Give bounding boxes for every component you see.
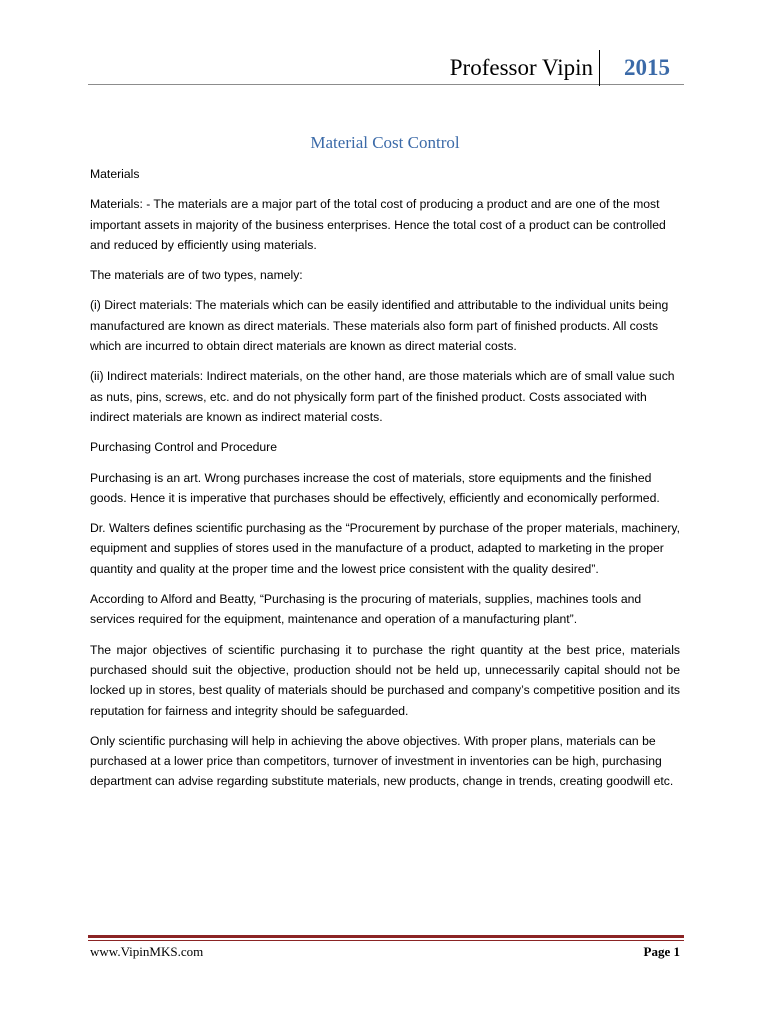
paragraph-walters-definition: Dr. Walters defines scientific purchasing as the “Procurement by purchase of the proper materials, machinery, equipment and supplies of stores used in the manufacture of a product, adapted to marketing in the proper quantity and quality at the proper time and the lowest price consistent with the quality desired”. — [90, 521, 680, 576]
header-author: Professor Vipin — [450, 50, 600, 86]
header-year: 2015 — [624, 55, 670, 80]
section-heading-purchasing: Purchasing Control and Procedure — [90, 440, 277, 455]
section-heading-materials: Materials — [90, 167, 140, 181]
footer-page-number: Page 1 — [643, 944, 680, 959]
footer-rule-thick — [88, 935, 684, 938]
page-header — [88, 44, 684, 85]
paragraph-alford-beatty: According to Alford and Beatty, “Purchasing is the procuring of materials, supplies, machines tools and services required for the equipment, maintenance and operation of a manufacturing plant”. — [90, 592, 642, 627]
paragraph-indirect-materials: (ii) Indirect materials: Indirect materials, on the other hand, are those materials which are of small value such as nuts, pins, screws, etc. and do not physically form part of the finished product. Costs associated with indirect materials are known as indirect material costs. — [90, 369, 675, 424]
paragraph-types: The materials are of two types, namely: — [90, 268, 303, 283]
footer-website: www.VipinMKS.com — [90, 944, 204, 959]
document-body — [90, 130, 680, 802]
footer-rule-thin — [88, 940, 684, 941]
paragraph-objectives: The major objectives of scientific purchasing it to purchase the right quantity at the best price, materials purchased should suit the objective, production should not be held up, unnecessarily capital should not be locked up in stores, best quality of materials should be purchased and company’s competitive position and its reputation for fairness and integrity should be safeguarded. — [90, 642, 680, 718]
paragraph-direct-materials: (i) Direct materials: The materials which can be easily identified and attributable to the individual units being manufactured are known as direct materials. These materials also form part of finished products. All costs which are incurred to obtain direct materials are known as direct material costs. — [90, 298, 669, 354]
paragraph-scientific-purchasing: Only scientific purchasing will help in achieving the above objectives. With proper plans, materials can be purchased at a lower price than competitors, turnover of investment in inventories can be high, purchasing department can advise regarding substitute materials, new products, change in trends, creating goodwill etc. — [90, 733, 674, 789]
document-title: Material Cost Control — [310, 133, 460, 152]
paragraph-purchasing-art: Purchasing is an art. Wrong purchases increase the cost of materials, store equipments and the finished goods. Hence it is imperative that purchases should be effectively, efficiently and economically performed. — [90, 470, 660, 505]
paragraph-materials: Materials: - The materials are a major part of the total cost of producing a product and are one of the most important assets in majority of the business enterprises. Hence the total cost of a product can be controlled and reduced by efficiently using materials. — [90, 197, 666, 252]
